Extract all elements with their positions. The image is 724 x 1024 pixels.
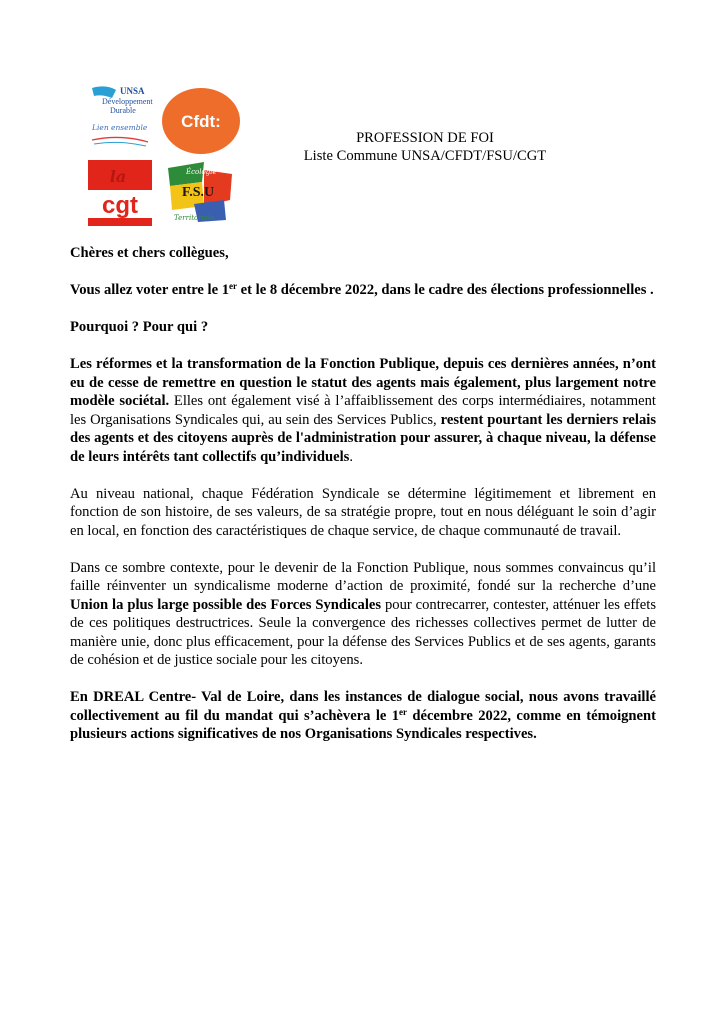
document-title: PROFESSION DE FOI xyxy=(356,130,494,146)
vote-dates-text-b: et le 8 décembre 2022, dans le cadre des élections professionnelles . xyxy=(237,282,654,298)
greeting: Chères et chers collègues, xyxy=(70,245,229,261)
vote-dates-superscript: er xyxy=(229,281,238,291)
context-bold-union: Union la plus large possible des Forces Syndicales xyxy=(70,596,382,613)
document-subtitle: Liste Commune UNSA/CFDT/FSU/CGT xyxy=(303,148,547,164)
fsu-bottom-text: Territoriale xyxy=(174,214,215,222)
reforms-end: . xyxy=(349,448,353,465)
cgt-top-text: la xyxy=(109,167,127,186)
cgt-logo xyxy=(88,160,152,226)
cfdt-logo xyxy=(160,86,242,156)
dreal-superscript: er xyxy=(399,706,407,717)
paragraph-vote-dates xyxy=(70,281,656,300)
vote-dates-text-a: Vous allez voter entre le 1 xyxy=(70,282,230,298)
paragraph-national-level: Au niveau national, chaque Fédération Syndicale se détermine légitimement et librement en fonction de son histoire, de ses valeurs, de sa stratégie propre, tout en nous déléguant le soin d’agir en local, en fonction des caractéristiques de chaque service, de chaque communauté de travail. xyxy=(70,485,656,539)
unsa-logo xyxy=(86,82,154,152)
fsu-top-text: Écologie xyxy=(186,168,217,176)
document-body xyxy=(70,244,656,762)
unsa-line1: Développement xyxy=(102,97,153,106)
union-logos xyxy=(86,82,246,230)
unsa-tagline: Lien ensemble xyxy=(92,123,148,132)
context-text-b: pour contrecarrer, contester, atténuer les effets de ces politiques destructrices. Seule la convergence des richesses collectives permet de lutter de manière unie, donc plus efficacement, pour la défense des Services Publics et de ses agents, garants de cohésion et de justice sociale pour les citoyens. xyxy=(70,596,656,668)
cfdt-text: Cfdt: xyxy=(181,112,221,131)
cgt-text: cgt xyxy=(102,192,138,219)
document-header xyxy=(290,129,560,165)
context-text-a: Dans ce sombre contexte, pour le devenir de la Fonction Publique, nous sommes convaincus qu’il faille réinventer un syndicalisme moderne d’action de proximité, fondé sur la recherche d’une xyxy=(70,559,656,594)
reforms-normal-text: Elles ont également visé à l’affaiblissement des corps intermédiaires, notamment les Organisations Syndicales qui, au sein des Services Publics, xyxy=(70,393,656,428)
unsa-line2: Durable xyxy=(110,106,136,115)
unsa-top-text: UNSA xyxy=(120,86,145,96)
paragraph-reforms xyxy=(70,355,656,466)
reforms-bold-conclusion: restent pourtant les derniers relais des agents et des citoyens auprès de l'administration pour assurer, à chaque niveau, la défense de leurs intérêts tant collectifs qu’individuels xyxy=(70,411,656,465)
question-heading: Pourquoi ? Pour qui ? xyxy=(70,319,209,335)
fsu-text: F.S.U xyxy=(182,185,215,200)
paragraph-dreal xyxy=(70,688,656,744)
fsu-logo xyxy=(164,160,236,226)
dreal-text-a: En DREAL Centre- Val de Loire, dans les instances de dialogue social, nous avons travaillé collectivement au fil du mandat qui s’achèvera le 1 xyxy=(70,689,656,724)
dreal-text-b: décembre 2022, comme en témoignent plusieurs actions significatives de nos Organisations Syndicales respectives. xyxy=(70,707,656,742)
paragraph-context xyxy=(70,559,656,670)
reforms-bold-intro: Les réformes et la transformation de la Fonction Publique, depuis ces dernières années, n’ont eu de cesse de remettre en question le statut des agents mais également, plus largement notre modèle sociétal. xyxy=(70,356,656,409)
